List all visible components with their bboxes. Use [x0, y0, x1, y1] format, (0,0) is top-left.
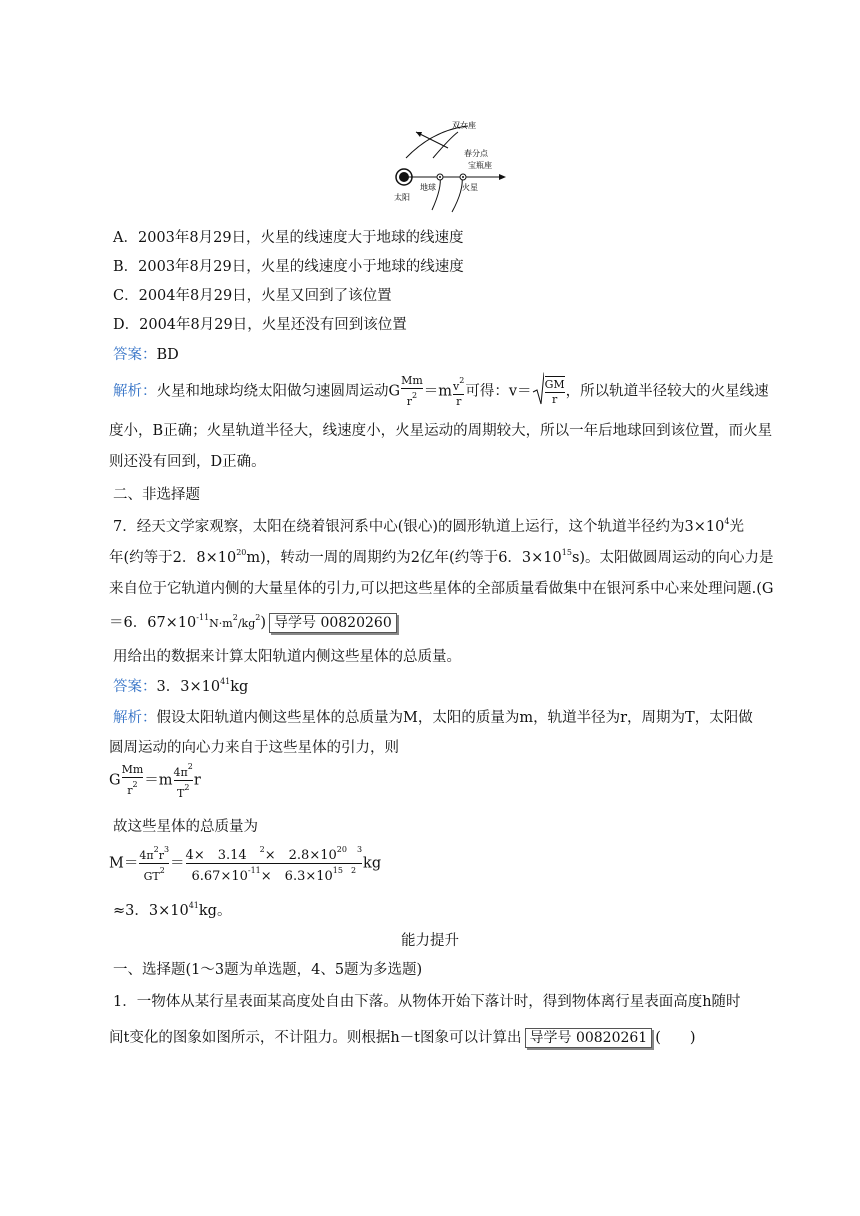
analysis-6-line2: 度小，B正确；火星轨道半径大，线速度小，火星运动的周期较大，所以一年后地球回到该位置，而火星 — [109, 423, 773, 439]
answer-6 — [113, 343, 179, 364]
answer-value: BD — [156, 347, 179, 363]
analysis-6-line1: 解析：火星和地球均绕太阳做匀速圆周运动G $\frac{Mm}{r^2}$ ＝m $\frac{v^2}{r}$ 可得：v＝ $\frac{GM}{r}$ ，所以轨道半径较大的火星线速 — [113, 374, 769, 408]
formula-v2-r: $\frac{v^2}{r}$ — [453, 376, 465, 408]
label-equinox: 春分点 — [464, 149, 488, 158]
formula-force-balance: G $\frac{Mm}{r^2}$ ＝m $\frac{4\pi^2}{T^2}$ r — [109, 762, 201, 800]
formula-gmm-r2: $\frac{Mm}{r^2}$ — [401, 374, 423, 408]
section-title-ability: 能力提升 — [401, 933, 459, 949]
mars-orbit — [433, 132, 458, 158]
analysis-7-line3: 故这些星体的总质量为 — [113, 819, 258, 835]
q7-line3: 来自位于它轨道内侧的大量星体的引力,可以把这些星体的全部质量看做集中在银河系中心来处理问题.(G — [109, 581, 774, 597]
option-d: D．2004年8月29日，火星还没有回到该位置 — [113, 317, 407, 333]
q7-line5: 用给出的数据来计算太阳轨道内侧这些星体的总质量。 — [113, 649, 461, 665]
q1-line2: 间t变化的图象如图所示，不计阻力。则根据h－t图象可以计算出 导学号 00820261 ( ) — [109, 1030, 696, 1046]
analysis-7-line1: 解析：假设太阳轨道内侧这些星体的总质量为M，太阳的质量为m，轨道半径为r，周期为T，太阳做 — [113, 710, 753, 726]
section-choice: 一、选择题(1～3题为单选题，4、5题为多选题) — [113, 962, 423, 978]
analysis-7-line2: 圆周运动的向心力来自于这些星体的引力，则 — [109, 740, 399, 756]
guide-number-00820260: 导学号 00820260 — [269, 613, 397, 633]
orbit-diagram — [388, 118, 516, 214]
formula-mass: M＝ $\frac{4\pi^2r^3}{GT^2}$ ＝ $\frac{4\times 3.14 ^2\times 2.8\times 10^{20} ^3}{6.67\times 10^{-11}\times 6.3\times 10^{15} ^2}$ kg — [109, 845, 382, 884]
sqrt-gm-r: $\frac{GM}{r}$ — [532, 376, 566, 407]
option-c: C．2004年8月29日，火星又回到了该位置 — [113, 288, 392, 304]
answer-7: 答案：3．$3\times 10^{41}kg$ — [113, 677, 249, 695]
label-sun: 太阳 — [394, 193, 410, 202]
label-twins: 双女座 — [452, 121, 476, 130]
analysis-label: 解析： — [113, 383, 157, 400]
label-mars: 火星 — [462, 183, 478, 192]
analysis-7-result: ≈3．$3\times 10^{41}kg$。 — [113, 901, 232, 919]
label-aquarius: 宝瓶座 — [468, 161, 492, 170]
answer-label: 答案： — [113, 347, 157, 363]
q7-line1: 7．经天文学家观察，太阳在绕着银河系中心(银心)的圆形轨道上运行，这个轨道半径约为$3\times 10^4$光 — [113, 517, 744, 535]
section-nonchoice: 二、非选择题 — [113, 487, 200, 503]
q1-line1: 1．一物体从某行星表面某高度处自由下落。从物体开始下落计时，得到物体离行星表面高度h随时 — [113, 994, 741, 1010]
guide-number-00820261: 导学号 00820261 — [525, 1028, 653, 1048]
option-b: B．2003年8月29日，火星的线速度小于地球的线速度 — [113, 259, 464, 275]
option-a: A．2003年8月29日，火星的线速度大于地球的线速度 — [113, 230, 464, 246]
analysis-6-line3: 则还没有回到，D正确。 — [109, 454, 266, 470]
q7-line4: ＝6．$67\times 10^{-11}N\cdot m^2/kg^2$) 导学号 00820260 — [109, 611, 400, 633]
label-earth: 地球 — [420, 183, 436, 192]
q7-line2: 年(约等于2．$8\times 10^{20}m$)，转动一周的周期约为2亿年(约等于6．$3\times 10^{15}s$)。太阳做圆周运动的向心力是 — [109, 548, 774, 566]
